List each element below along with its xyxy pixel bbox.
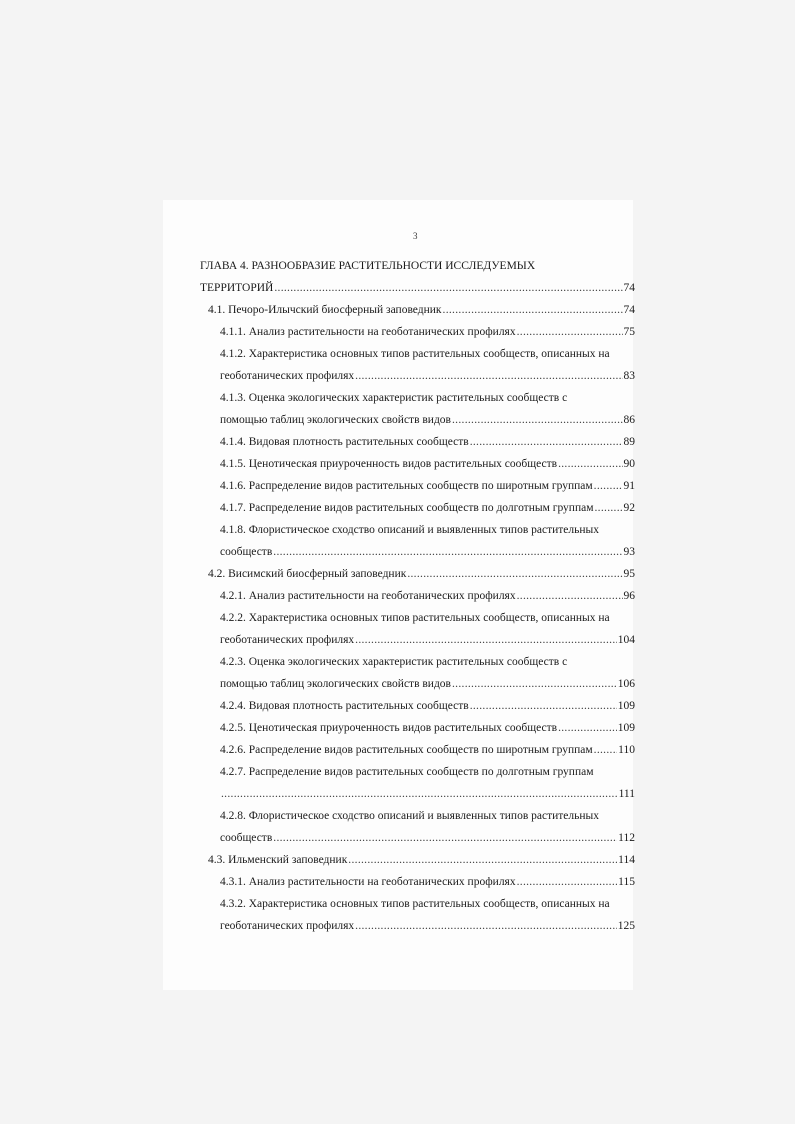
toc-line[interactable]: 4.2.5. Ценотическая приуроченность видов растительных сообществ ..... 109 — [200, 717, 635, 739]
toc-line[interactable]: геоботанических профилях ..... 125 — [200, 915, 635, 937]
toc-line[interactable]: 4.3.1. Анализ растительности на геоботанических профилях ..... 115 — [200, 871, 635, 893]
toc-line[interactable]: 4.2.6. Распределение видов растительных сообществ по широтным группам ..... 110 — [200, 739, 635, 761]
page-number: 3 — [413, 231, 418, 241]
toc-line[interactable]: 4.1.6. Распределение видов растительных сообществ по широтным группам ..... 91 — [200, 475, 635, 497]
toc-line: 4.1.8. Флористическое сходство описаний и выявленных типов растительных — [220, 524, 600, 536]
toc-line: 4.2.8. Флористическое сходство описаний и выявленных типов растительных — [220, 810, 600, 822]
toc-line[interactable]: ТЕРРИТОРИЙ ..... 74 — [200, 277, 635, 299]
toc-line[interactable]: сообществ ..... 93 — [200, 541, 635, 563]
toc-line: 4.1.2. Характеристика основных типов растительных сообществ, описанных на — [220, 348, 610, 360]
toc-line[interactable]: 4.1.1. Анализ растительности на геоботанических профилях ..... 75 — [200, 321, 635, 343]
toc-line[interactable]: 4.1. Печоро-Илычский биосферный заповедник ..... 74 — [200, 299, 635, 321]
toc-line: 4.2.2. Характеристика основных типов растительных сообществ, описанных на — [220, 612, 610, 624]
toc-line: 4.1.3. Оценка экологических характеристик растительных сообществ с — [220, 392, 568, 404]
toc-line[interactable]: сообществ ..... 112 — [200, 827, 635, 849]
toc-line[interactable]: 4.1.5. Ценотическая приуроченность видов растительных сообществ ..... 90 — [200, 453, 635, 475]
toc-line: 4.2.7. Распределение видов растительных сообществ по долготным группам — [220, 766, 594, 778]
toc-line[interactable]: помощью таблиц экологических свойств видов ..... 106 — [200, 673, 635, 695]
toc-line[interactable]: геоботанических профилях ..... 83 — [200, 365, 635, 387]
toc-line[interactable]: помощью таблиц экологических свойств видов ..... 86 — [200, 409, 635, 431]
toc-line[interactable]: геоботанических профилях ..... 104 — [200, 629, 635, 651]
toc-line[interactable]: 4.2.1. Анализ растительности на геоботанических профилях ..... 96 — [200, 585, 635, 607]
toc-line[interactable]: ..... 111 — [200, 783, 635, 805]
toc-line[interactable]: 4.2. Висимский биосферный заповедник ..... 95 — [200, 563, 635, 585]
toc-chapter-heading: ГЛАВА 4. РАЗНООБРАЗИЕ РАСТИТЕЛЬНОСТИ ИССЛЕДУЕМЫХ — [200, 260, 536, 272]
toc-line[interactable]: 4.3. Ильменский заповедник ..... 114 — [200, 849, 635, 871]
table-of-contents — [200, 255, 635, 937]
toc-line[interactable]: 4.1.7. Распределение видов растительных сообществ по долготным группам ..... 92 — [200, 497, 635, 519]
toc-line: 4.2.3. Оценка экологических характеристик растительных сообществ с — [220, 656, 568, 668]
toc-line[interactable]: 4.1.4. Видовая плотность растительных сообществ ..... 89 — [200, 431, 635, 453]
toc-line: 4.3.2. Характеристика основных типов растительных сообществ, описанных на — [220, 898, 610, 910]
toc-line[interactable]: 4.2.4. Видовая плотность растительных сообществ ..... 109 — [200, 695, 635, 717]
